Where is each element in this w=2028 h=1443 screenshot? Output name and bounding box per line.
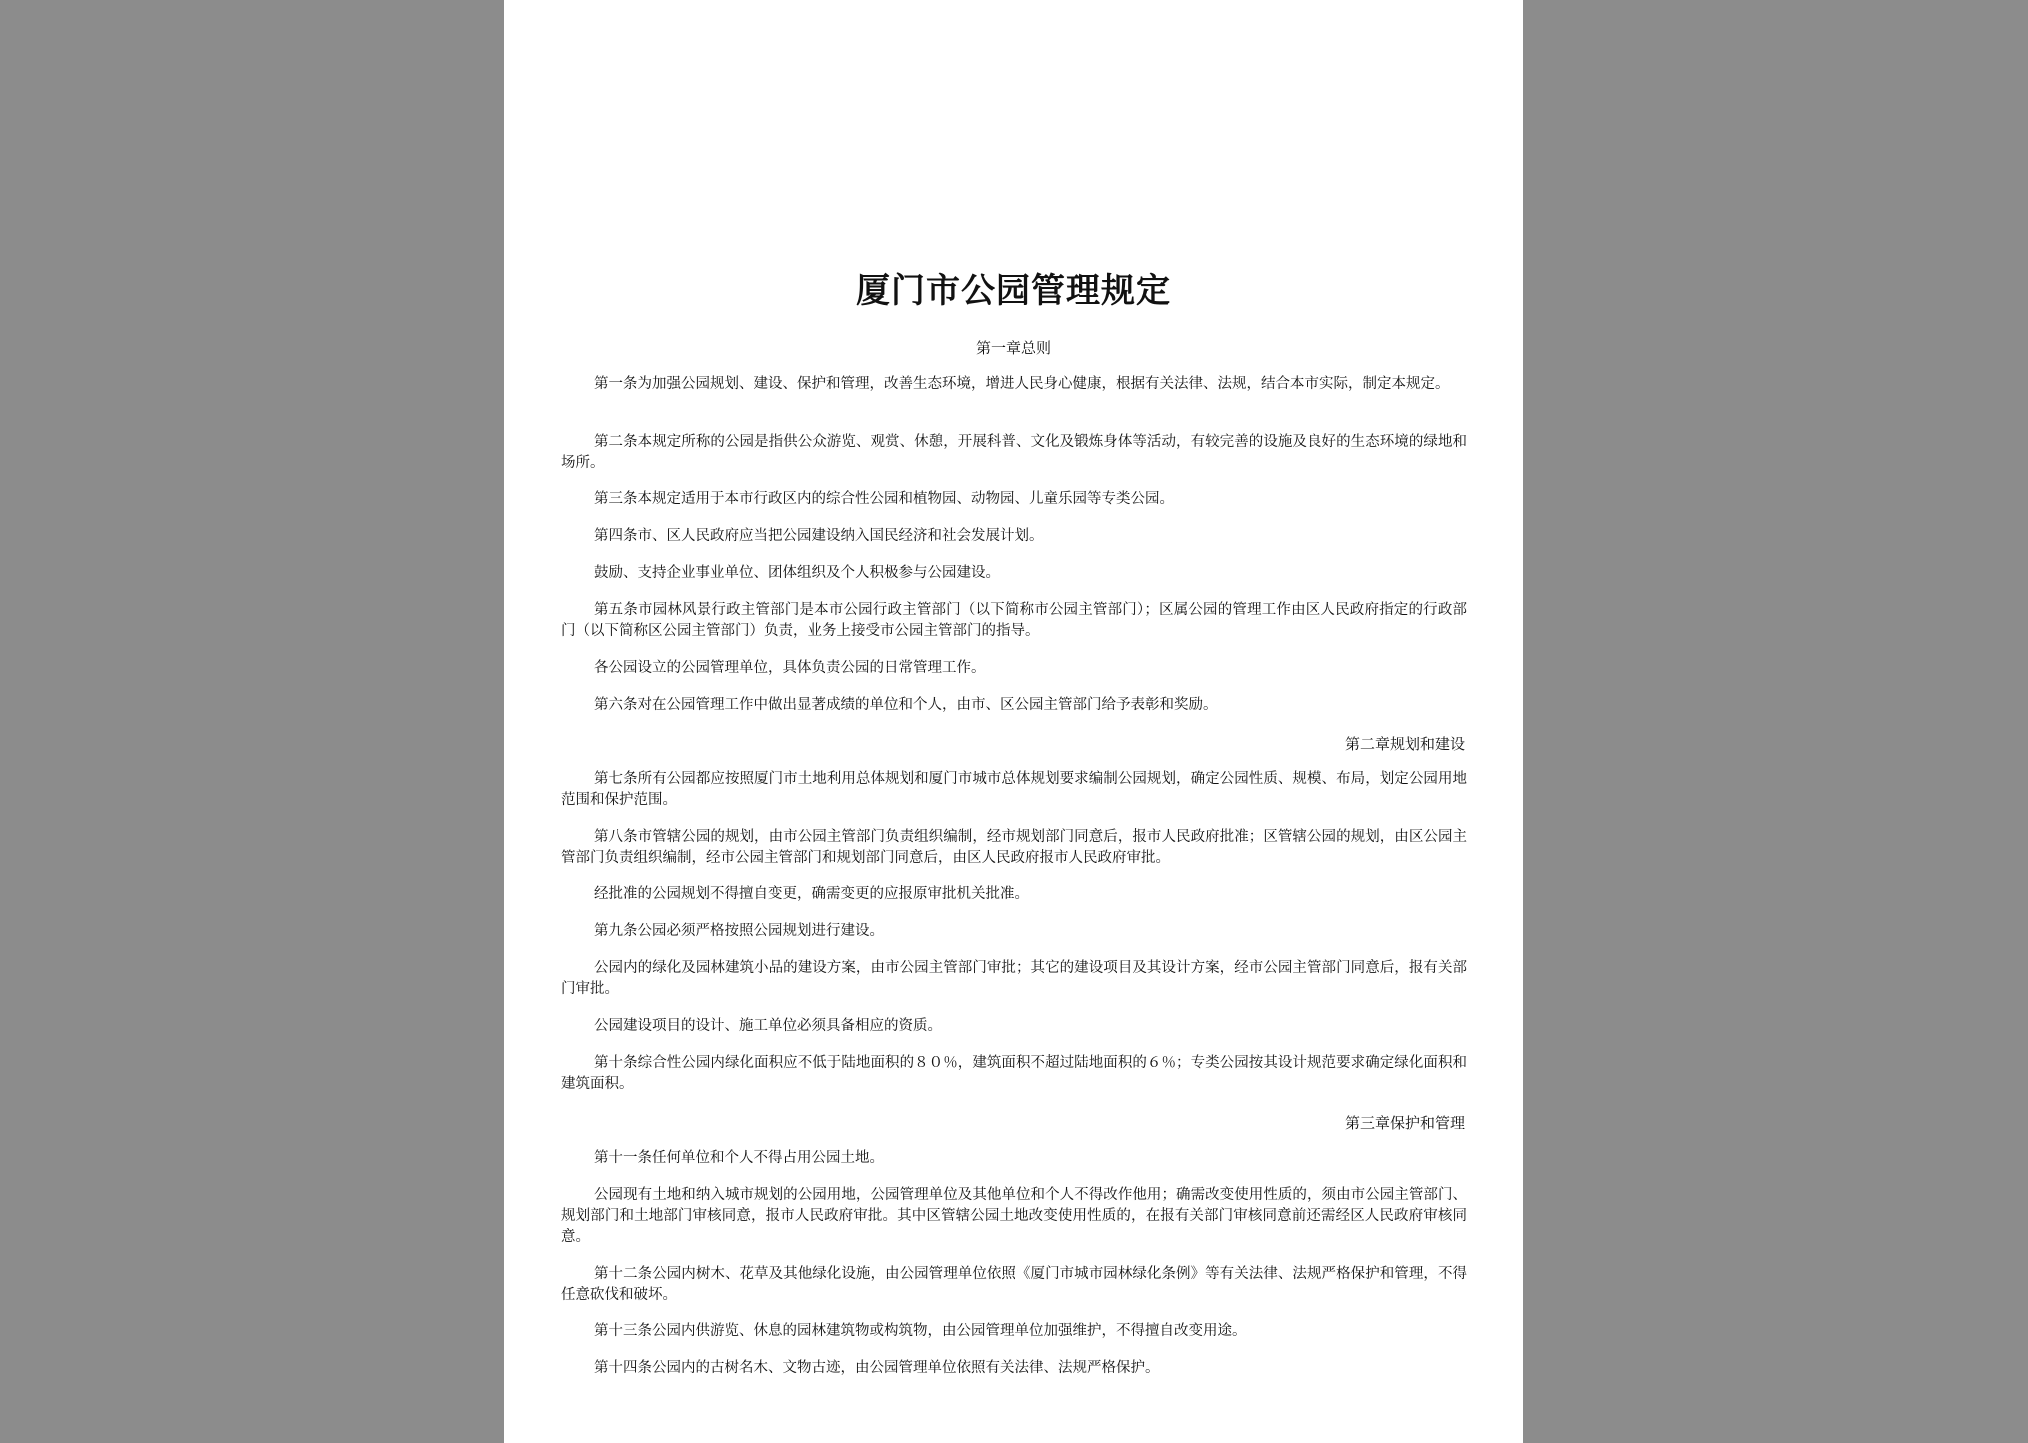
- paragraph-article-11-sub: 公园现有土地和纳入城市规划的公园用地，公园管理单位及其他单位和个人不得改作他用；确需改变使用性质的，须由市公园主管部门、规划部门和土地部门审核同意，报市人民政府审批。其中区管辖公园土地改变使用性质的，在报有关部门审核同意前还需经区人民政府审核同意。: [561, 1187, 1467, 1245]
- paragraph-article-12: 第十二条公园内树木、花草及其他绿化设施，由公园管理单位依照《厦门市城市园林绿化条例》等有关法律、法规严格保护和管理，不得任意砍伐和破坏。: [561, 1266, 1467, 1303]
- paragraph-article-3: 第三条本规定适用于本市行政区内的综合性公园和植物园、动物园、儿童乐园等专类公园。: [594, 491, 1174, 507]
- chapter-heading-1: 第一章总则: [975, 339, 1051, 357]
- paragraph-article-4-sub: 鼓励、支持企业事业单位、团体组织及个人积极参与公园建设。: [594, 565, 1000, 581]
- paragraph-article-9: 第九条公园必须严格按照公园规划进行建设。: [594, 923, 884, 939]
- paragraph-article-10: 第十条综合性公园内绿化面积应不低于陆地面积的８０％，建筑面积不超过陆地面积的６％；专类公园按其设计规范要求确定绿化面积和建筑面积。: [561, 1055, 1467, 1092]
- paragraph-article-11: 第十一条任何单位和个人不得占用公园土地。: [594, 1150, 884, 1166]
- paragraph-article-8-sub: 经批准的公园规划不得擅自变更，确需变更的应报原审批机关批准。: [594, 886, 1029, 902]
- paragraph-article-8: 第八条市管辖公园的规划，由市公园主管部门负责组织编制，经市规划部门同意后，报市人民政府批准；区管辖公园的规划，由区公园主管部门负责组织编制，经市公园主管部门和规划部门同意后，由区人民政府报市人民政府审批。: [561, 829, 1467, 866]
- document-page: [504, 0, 1523, 1443]
- paragraph-article-5: 第五条市园林风景行政主管部门是本市公园行政主管部门（以下简称市公园主管部门）；区属公园的管理工作由区人民政府指定的行政部门（以下简称区公园主管部门）负责，业务上接受市公园主管部门的指导。: [561, 602, 1467, 639]
- paragraph-article-6: 第六条对在公园管理工作中做出显著成绩的单位和个人，由市、区公园主管部门给予表彰和奖励。: [594, 697, 1218, 713]
- chapter-heading-2: 第二章规划和建设: [1344, 735, 1465, 753]
- chapter-heading-3: 第三章保护和管理: [1344, 1114, 1465, 1132]
- paragraph-article-9-sub2: 公园建设项目的设计、施工单位必须具备相应的资质。: [594, 1018, 942, 1034]
- document-title: 厦门市公园管理规定: [856, 271, 1171, 311]
- paragraph-article-2: 第二条本规定所称的公园是指供公众游览、观赏、休憩，开展科普、文化及锻炼身体等活动，有较完善的设施及良好的生态环境的绿地和场所。: [561, 434, 1467, 471]
- paragraph-article-7: 第七条所有公园都应按照厦门市土地利用总体规划和厦门市城市总体规划要求编制公园规划，确定公园性质、规模、布局，划定公园用地范围和保护范围。: [561, 771, 1467, 808]
- paragraph-article-5-sub: 各公园设立的公园管理单位，具体负责公园的日常管理工作。: [594, 660, 986, 676]
- paragraph-article-4: 第四条市、区人民政府应当把公园建设纳入国民经济和社会发展计划。: [594, 528, 1044, 544]
- paragraph-article-1: 第一条为加强公园规划、建设、保护和管理，改善生态环境，增进人民身心健康，根据有关法律、法规，结合本市实际，制定本规定。: [594, 376, 1450, 392]
- paragraph-article-13: 第十三条公园内供游览、休息的园林建筑物或构筑物，由公园管理单位加强维护，不得擅自改变用途。: [594, 1323, 1247, 1339]
- paragraph-article-14: 第十四条公园内的古树名木、文物古迹，由公园管理单位依照有关法律、法规严格保护。: [594, 1360, 1160, 1376]
- paragraph-article-9-sub1: 公园内的绿化及园林建筑小品的建设方案，由市公园主管部门审批；其它的建设项目及其设计方案，经市公园主管部门同意后，报有关部门审批。: [561, 960, 1467, 997]
